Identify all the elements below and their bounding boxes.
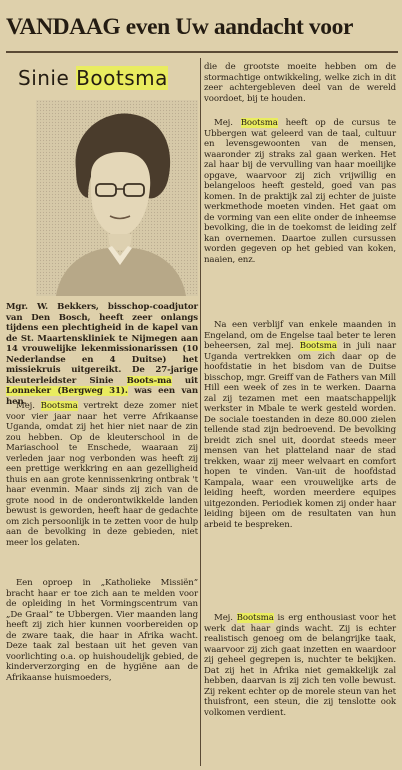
caption-highlight-address: Lonneker (Bergweg 31).: [6, 386, 128, 396]
headline-rule: [6, 51, 398, 53]
right-paragraph-4: Mej. Bootsma is erg enthousiast voor het werk dat haar ginds wacht. Zij is echter realistisch genoeg om de belangrijke taak, waarvoor zij zich gaat inzetten en waardoor zij geheel gegrepen is, nuchter te bekijken. Dat zij het in Afrika niet gemakkelijk zal hebben, daarvan is zij zich ten volle bewust. Zij rekent echter op de morele steun van het thuisfront, een steun, die zij tenslotte ook volkomen verdient.: [204, 613, 397, 718]
column-divider: [200, 58, 201, 766]
right-paragraph-1: die de grootste moeite hebben om de stormachtige ontwikkeling, welke zich in dit zeer achtergebleven deel van de wereld voordoet, bij te houden.: [204, 62, 396, 104]
right-p4-highlight: Bootsma: [236, 613, 274, 623]
photo-caption: Mgr. W. Bekkers, bisschop-coadjutor van Den Bosch, heeft zeer onlangs tijdens een plechtigheid in de kapel van de St. Maartenskliniek te Nijmegen aan 14 vrouwelijke lekenmissionarissen (10 Nederlandse en 4 Duitse) het missiekruis uitgereikt. De 27-jarige kleuterleidster Sinie Boots-ma uit Lonneker (Bergweg 31). was een van hen.: [6, 302, 199, 407]
title-surname-highlight: Bootsma: [76, 66, 168, 90]
right-p2-highlight: Bootsma: [240, 118, 278, 128]
left-paragraph-1: Mej. Bootsma vertrekt deze zomer niet voor vier jaar naar het verre Afrikaanse Uganda, omdat zij het hier niet naar de zin zou hebben. Op de kleuterschool in de Mariaschool te Enschede, waaraan zij verleden jaar nog verbonden was heeft zij een prettige werkkring en aan gezelligheid thuis en aan grote kennissenkring ontbrak 't haar evenmin. Maar sinds zij zich van de grote nood in de onderontwikkelde landen bewust is geworden, heeft haar de gedachte om zich persoonlijk in te zetten voor de hulp aan de bevolking in deze gebieden, niet meer los gelaten.: [6, 401, 198, 548]
headline: VANDAAG even Uw aandacht voor: [6, 14, 353, 40]
title-first-name: Sinie: [18, 66, 77, 90]
caption-highlight-surname: Boots-ma: [126, 375, 172, 386]
right-p3-highlight: Bootsma: [299, 341, 337, 351]
right-paragraph-3: Na een verblijf van enkele maanden in Engeland, om de Engelse taal beter te leren beheersen, zal mej. Bootsma in juli naar Uganda vertrekken om zich daar op de hoofdstatie in het bisdom van de Duitse bisschop, mgr. Greiff van de Fathers van Mill Hill een week of zes in te werken. Daarna zal zij tezamen met een maatschappelijk werkster in Mbale te werk gesteld worden. De sociale toestanden in deze 80.000 zielen tellende stad zijn bedroevend. De bevolking breidt zich snel uit, doordat steeds meer mensen van het platteland naar de stad trekken, waar zij meer welvaart en comfort hopen te vinden. Van-uit de hoofdstad Kampala, waar een vrouwelijke arts de leiding heeft, worden meerdere equipes uitgezonden. Periodiek komen zij onder haar leiding bijeen om de resultaten van hun arbeid te bespreken.: [204, 320, 397, 530]
portrait-illustration: [36, 100, 198, 296]
portrait-photo: [36, 100, 198, 296]
left-paragraph-2: Een oproep in „Katholieke Missiën” bracht haar er toe zich aan te melden voor de opleiding in het Vormingscentrum van „De Graal” te Ubbergen. Vier maanden lang heeft zij zich hier kunnen voorbereiden op de zware taak, die haar in Afrika wacht. Deze taak zal bestaan uit het geven van voorlichting o.a. op huishoudelijk gebied, de kinderverzorging en de hygiëne aan de Afrikaanse huismoeders,: [6, 578, 198, 683]
left-p1-highlight: Bootsma: [40, 401, 78, 411]
right-paragraph-2: Mej. Bootsma heeft op de cursus te Ubbergen wat geleerd van de taal, cultuur en levensgewoonten van de mensen, waaronder zij straks zal gaan werken. Het zal haar bij de vervulling van haar moeilijke opgave, waarvoor zij zich vrijwillig en belangeloos heeft gesteld, goed van pas komen. In de praktijk zal zij echter de juiste werkmethode moeten vinden. Het gaat om de vorming van een elite onder de inheemse bevolking, die in de toekomst de leiding zelf kan overnemen. Daartoe zullen cursussen worden gegeven op het gebied van koken, naaien, enz.: [204, 118, 397, 265]
article-title: [18, 66, 168, 90]
